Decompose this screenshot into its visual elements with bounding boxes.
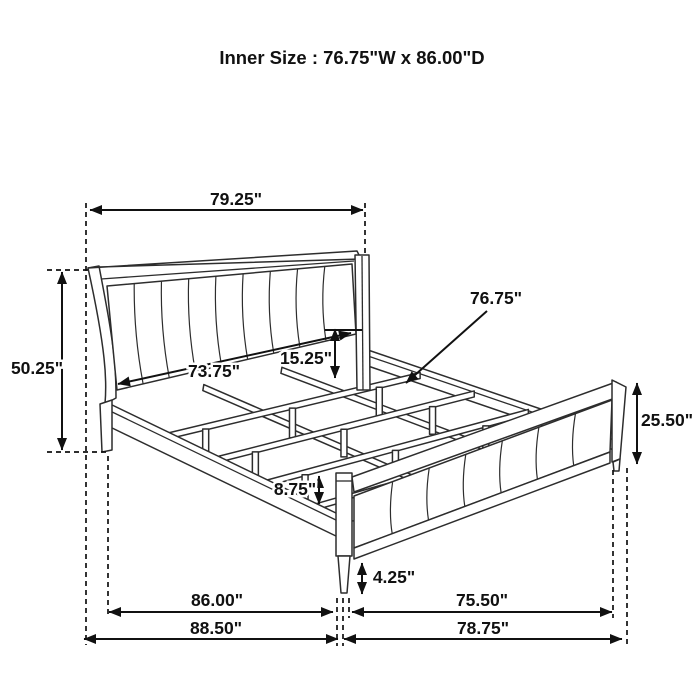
- footboard-right-leg: [612, 380, 626, 462]
- dim-footboard-span-label: 75.50": [455, 590, 509, 610]
- footboard-front-foot: [338, 556, 350, 593]
- dim-inner-width-label: 73.75": [187, 361, 241, 381]
- slat-support-leg: [430, 407, 436, 435]
- dim-headboard-height-label: 50.25": [10, 358, 64, 378]
- dim-foot-leg-height-label: 4.25": [372, 567, 416, 587]
- footboard-front-leg: [336, 473, 352, 556]
- dim-footboard-height-label: 25.50": [640, 410, 694, 430]
- dim-slat-width-line: [406, 311, 487, 383]
- slat-support-leg: [289, 408, 295, 438]
- footboard-right-foot: [613, 459, 620, 471]
- slat-support-leg: [376, 387, 382, 417]
- dim-frame-depth-label: 86.00": [190, 590, 244, 610]
- slat-support-leg: [341, 429, 347, 457]
- dim-support-leg-height-label: 8.75": [273, 479, 317, 499]
- headboard-left-leg: [100, 400, 112, 452]
- dim-overall-depth-label: 88.50": [189, 618, 243, 638]
- bed-illustration: [88, 251, 626, 593]
- headboard-top-cap: [88, 251, 361, 268]
- dim-footboard-width-label: 78.75": [456, 618, 510, 638]
- dim-mattress-clearance-label: 15.25": [279, 348, 333, 368]
- dim-headboard-width-label: 79.25": [209, 189, 263, 209]
- dim-slat-width-label: 76.75": [469, 288, 523, 308]
- inner-size-title: Inner Size : 76.75"W x 86.00"D: [219, 47, 485, 68]
